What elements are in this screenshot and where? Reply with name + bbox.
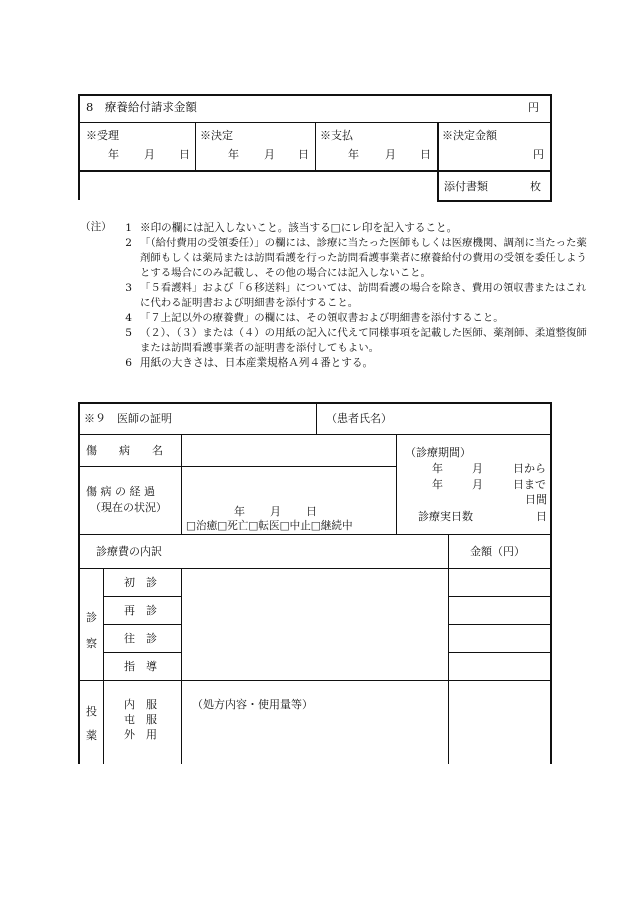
s9-rule-sub1-amt — [448, 596, 552, 597]
period-until-month: 月 — [472, 478, 483, 491]
period-days-unit: 日間 — [525, 493, 547, 506]
section8-col-2 — [315, 122, 316, 170]
s9-rule-progress — [78, 534, 552, 535]
s9-rule-sub2-amt — [448, 624, 552, 625]
section8-col-3 — [437, 122, 439, 202]
progress-label: 傷 病 の 経 過 — [86, 485, 155, 498]
section8-rule-2 — [78, 170, 552, 172]
actual-days-label: 診療実日数 — [418, 510, 473, 523]
paid-month: 月 — [385, 148, 396, 161]
s9-rule-shinsatsu-end — [78, 680, 552, 681]
note-item: 1 ※印の欄には記入しないこと。該当する□にレ印を記入すること。 — [125, 222, 458, 234]
s9-col-label — [181, 434, 182, 534]
note-item: 5 （２）、（３）または（４）の用紙の記入に代えて同様事項を記載した医師、薬剤師、柔道整復師または訪問看護事業者の証明書を添付してもよい。 — [125, 327, 587, 354]
paid-label: ※支払 — [320, 129, 353, 142]
touyaku-item: 屯 服 — [124, 713, 157, 726]
paid-year: 年 — [348, 148, 359, 161]
period-from-suffix: 日から — [513, 462, 546, 475]
decided-day: 日 — [298, 148, 309, 161]
progress-day: 日 — [306, 505, 317, 518]
note-item: 2 「（給付費用の受領委任）」の欄には、診療に当たった医師もしくは医療機関、調剤に当たった薬剤師もしくは薬局または訪問看護を行った訪問看護事業者に療養給付の費用の受領を委任しようとする場合にのみ記載し、その他の場合には記入しないこと。 — [125, 237, 587, 279]
amount-header: 金額（円） — [470, 545, 525, 558]
notes-list — [112, 221, 592, 371]
received-day: 日 — [179, 148, 190, 161]
progress-sub: （現在の状況） — [90, 501, 167, 514]
treatment-period-label: （診療期間） — [405, 446, 471, 459]
s9-rule-breakdown — [78, 568, 552, 569]
note-item: 6 用紙の大きさは、日本産業規格Ａ列４番とする。 — [125, 357, 374, 369]
s9-rule-injury — [78, 466, 396, 467]
s9-rule-sub3 — [103, 652, 181, 653]
fee-breakdown-label: 診療費の内訳 — [96, 545, 162, 558]
received-year: 年 — [108, 148, 119, 161]
s9-col-items — [181, 568, 182, 764]
section8-bottom — [437, 200, 552, 202]
shinsatsu-item: 指 導 — [124, 660, 157, 673]
attachments-unit: 枚 — [530, 180, 541, 193]
decided-year: 年 — [228, 148, 239, 161]
section8-col-1 — [195, 122, 196, 170]
received-label: ※受理 — [86, 129, 119, 142]
decided-label: ※決定 — [200, 129, 233, 142]
s9-col-patient — [316, 402, 317, 434]
received-month: 月 — [144, 148, 155, 161]
shinsatsu-item: 往 診 — [124, 632, 157, 645]
shinsatsu-group-label: 診察 — [86, 611, 97, 650]
touyaku-item: 外 用 — [124, 728, 157, 741]
attachments-label: 添付書類 — [444, 180, 488, 193]
period-until-suffix: 日まで — [513, 478, 546, 491]
section8-yen: 円 — [528, 101, 539, 114]
s9-patient-name: （患者氏名） — [326, 412, 392, 425]
section8-title: 8 療養給付請求金額 — [86, 100, 197, 114]
prescription-label: （処方内容・使用量等） — [192, 698, 313, 711]
decided-amount-yen: 円 — [533, 148, 544, 161]
decided-amount-label: ※決定金額 — [442, 129, 497, 142]
s9-rule-header — [78, 434, 552, 435]
notes-prefix: （注） — [80, 221, 112, 233]
period-from-year: 年 — [432, 462, 443, 475]
shinsatsu-item: 初 診 — [124, 576, 157, 589]
touyaku-item: 内 服 — [124, 698, 157, 711]
status-options: □治癒□死亡□転医□中止□継続中 — [186, 520, 353, 532]
paid-day: 日 — [420, 148, 431, 161]
note-item: 4 「７上記以外の療養費」の欄には、その領収書および明細書を添付すること。 — [125, 312, 504, 324]
decided-month: 月 — [264, 148, 275, 161]
period-until-year: 年 — [432, 478, 443, 491]
touyaku-group-label: 投薬 — [86, 705, 97, 742]
s9-title: ※９ 医師の証明 — [84, 412, 172, 425]
s9-rule-sub1 — [103, 596, 181, 597]
s9-col-period — [396, 434, 397, 534]
injury-name-label: 傷 病 名 — [86, 444, 163, 457]
period-from-month: 月 — [472, 462, 483, 475]
s9-col-amount — [448, 534, 449, 764]
progress-year: 年 — [234, 505, 245, 518]
s9-rule-sub2 — [103, 624, 181, 625]
s9-col-group — [103, 568, 104, 764]
note-item: 3 「５看護料」および「６移送料」については、訪問看護の場合を除き、費用の領収書またはこれに代わる証明書および明細書を添付すること。 — [125, 282, 587, 309]
actual-days-unit: 日 — [536, 510, 547, 523]
progress-month: 月 — [270, 505, 281, 518]
shinsatsu-item: 再 診 — [124, 604, 157, 617]
s9-rule-sub3-amt — [448, 652, 552, 653]
